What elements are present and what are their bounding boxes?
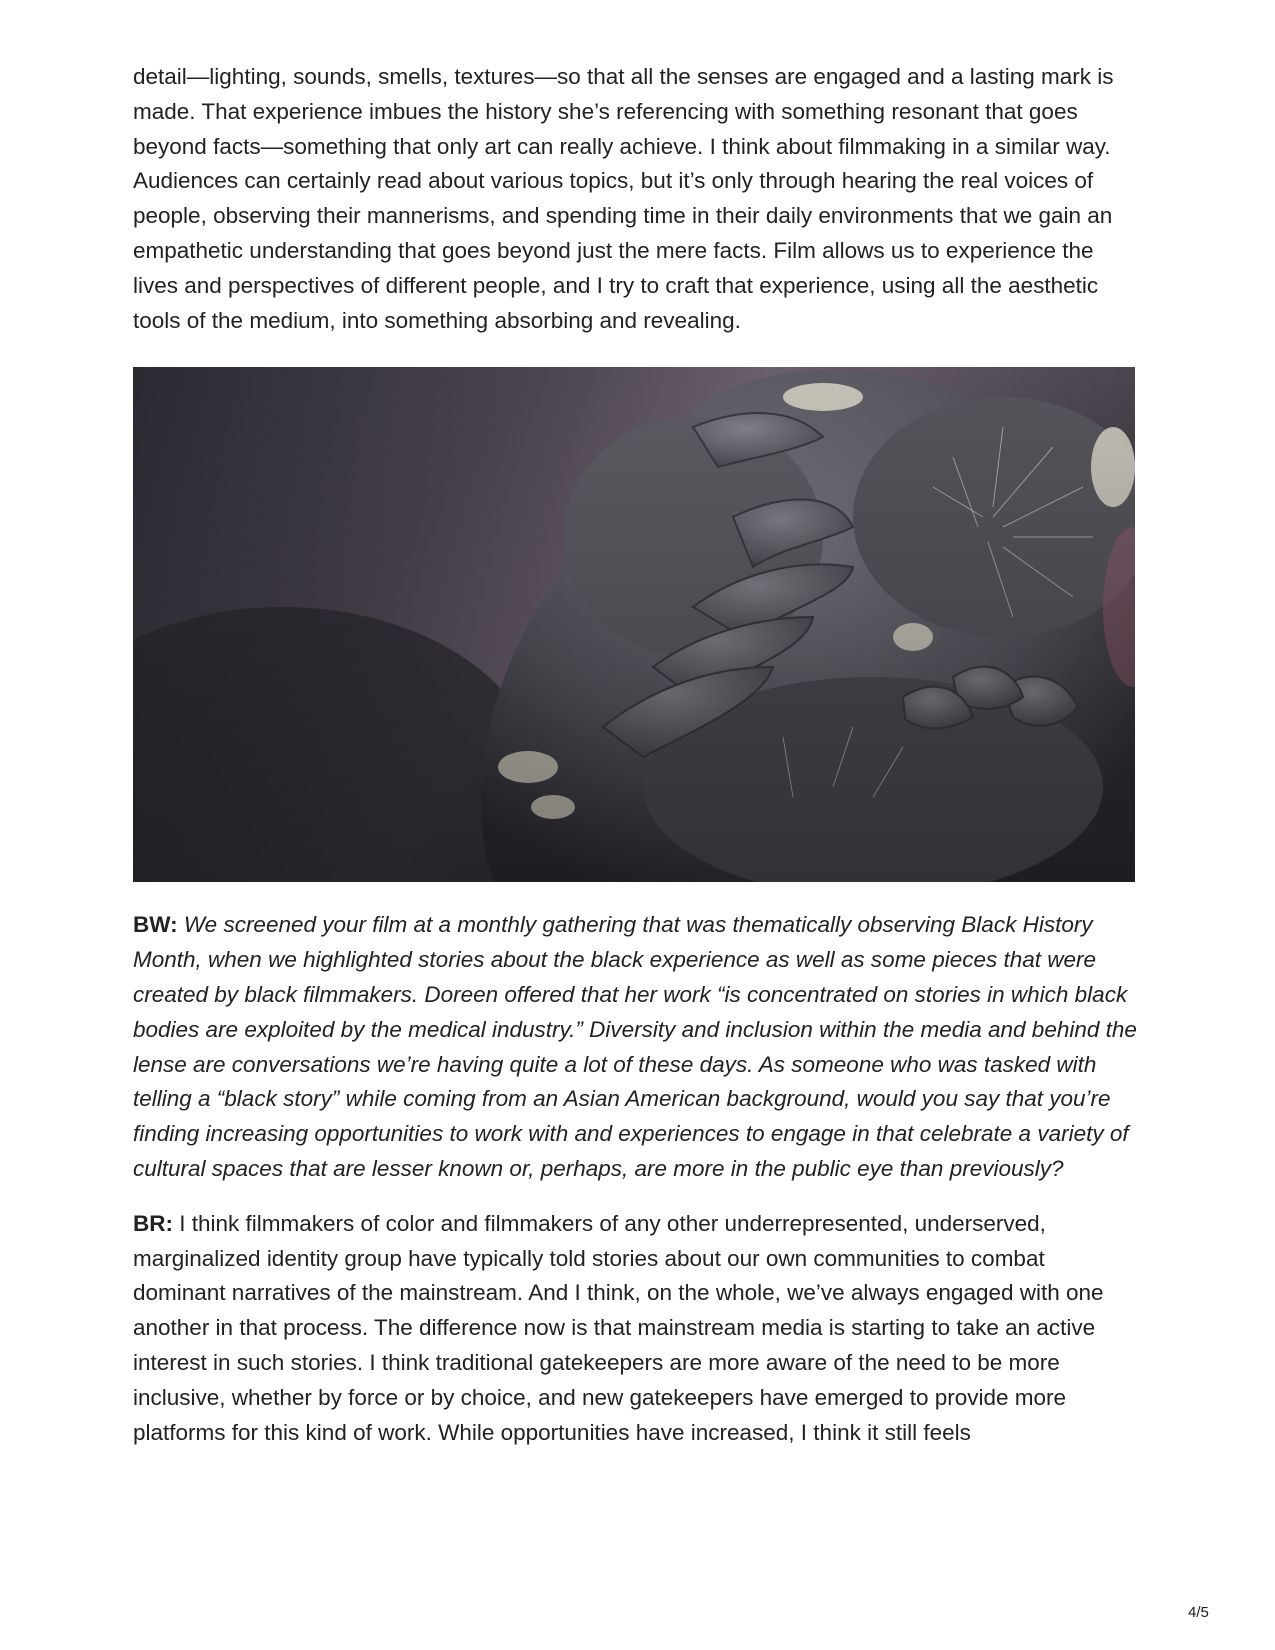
interviewer-question bbox=[133, 908, 1143, 1186]
page-number: 4/5 bbox=[1188, 1604, 1209, 1621]
question-text: We screened your film at a monthly gathering that was thematically observing Black History Month, when we highlighted stories about the black experience as well as some pieces that were created by black filmmakers. Doreen offered that her work “is concentrated on stories in which black bodies are exploited by the medical industry.” Diversity and inclusion within the media and behind the lense are conversations we’re having quite a lot of these days. As someone who was tasked with telling a “black story” while coming from an Asian American background, would you say that you’re finding increasing opportunities to work with and experiences to engage in that celebrate a variety of cultural spaces that are lesser known or, perhaps, are more in the public eye than previously? bbox=[133, 912, 1137, 1181]
article-content bbox=[133, 60, 1143, 1450]
answer-text: I think filmmakers of color and filmmakers of any other underrepresented, underserved, marginalized identity group have typically told stories about our own communities to combat dominant narratives of the mainstream. And I think, on the whole, we’ve always engaged with one another in that process. The difference now is that mainstream media is starting to take an active interest in such stories. I think traditional gatekeepers are more aware of the need to be more inclusive, whether by force or by choice, and new gatekeepers have emerged to provide more platforms for this kind of work. While opportunities have increased, I think it still feels bbox=[133, 1210, 1104, 1445]
sculpture-photo bbox=[133, 367, 1135, 882]
intro-paragraph: detail—lighting, sounds, smells, textures—so that all the senses are engaged and a lasting mark is made. That experience imbues the history she’s referencing with something resonant that goes beyond facts—something that only art can really achieve. I think about filmmaking in a similar way. Audiences can certainly read about various topics, but it’s only through hearing the real voices of people, observing their mannerisms, and spending time in their daily environments that we gain an empathetic understanding that goes beyond just the mere facts. Film allows us to experience the lives and perspectives of different people, and I try to craft that experience, using all the aesthetic tools of the medium, into something absorbing and revealing. bbox=[133, 64, 1114, 333]
question-speaker: BW: bbox=[133, 912, 178, 938]
answer-speaker: BR: bbox=[133, 1210, 173, 1236]
sculpture-photo-illustration bbox=[133, 367, 1135, 882]
interviewee-answer bbox=[133, 1207, 1143, 1451]
